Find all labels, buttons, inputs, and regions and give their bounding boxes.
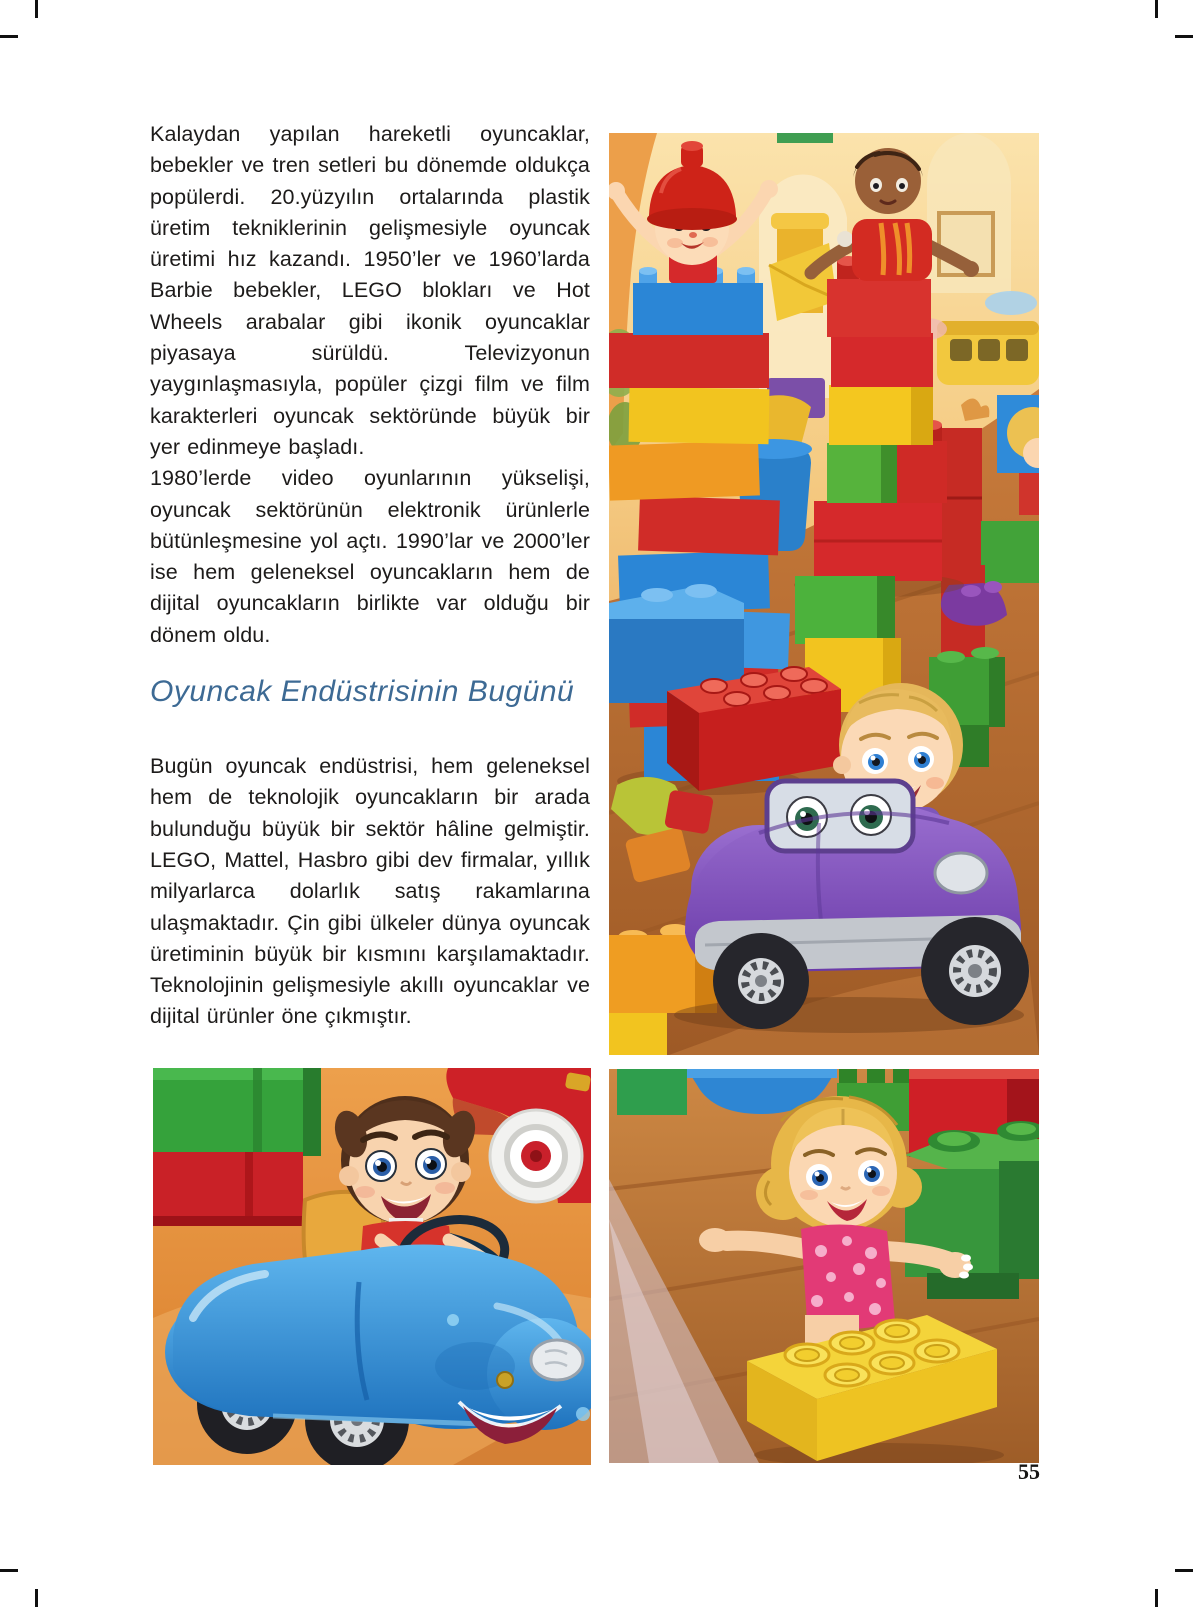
illustration-blocks-children bbox=[609, 133, 1039, 1055]
blocks-children-scene bbox=[609, 133, 1039, 1055]
headlight bbox=[531, 1340, 583, 1380]
body-paragraph-1: Kalaydan yapılan hareketli oyuncaklar, bebekler ve tren setleri bu dönemde oldukça popülerdi. 20.yüzyılın ortalarında plastik üretim tekniklerinin gelişmesiyle oyuncak üretimi hız kazandı. 1950’ler ve 1960’larda Barbie bebekler, LEGO blokları ve Hot Wheels arabalar gibi ikonik oyuncaklar piyasaya sürüldü. Televizyonun yaygınlaşmasıyla, popüler çizgi film ve film karakterleri oyuncak sektöründe büyük bir yer edinmeye başladı. bbox=[150, 122, 590, 459]
page-number: 55 bbox=[1018, 1459, 1040, 1484]
boy-blue-car-scene bbox=[153, 1068, 591, 1465]
body-paragraph-2: 1980’lerde video oyunlarının yükselişi, oyuncak sektörünün elektronik ürünlerle bütünleşmesine yol açtı. 1990’lar ve 2000’ler ise hem geleneksel oyuncakların hem de dijital oyuncakların birlikte var olduğu bir dönem oldu. bbox=[150, 466, 590, 647]
crop-mark-top-left-h bbox=[0, 35, 18, 38]
section-heading: Oyuncak Endüstrisinin Bugünü bbox=[150, 675, 575, 709]
crop-mark-bottom-right-v bbox=[1155, 1589, 1158, 1607]
crop-mark-bottom-right-h bbox=[1175, 1569, 1193, 1572]
car-wheel-rear bbox=[713, 933, 809, 1029]
green-brick bbox=[153, 1068, 321, 1156]
crop-mark-bottom-left-v bbox=[35, 1589, 38, 1607]
crop-mark-top-right-v bbox=[1155, 0, 1158, 18]
illustration-boy-blue-car bbox=[153, 1068, 591, 1465]
crop-mark-bottom-left-h bbox=[0, 1569, 18, 1572]
girl-yellow-brick-scene bbox=[609, 1069, 1039, 1463]
body-paragraph-3: Bugün oyuncak endüstrisi, hem geleneksel hem de teknolojik oyuncakların bir arada bulunduğu büyük bir sektör hâline gelmiştir. LEGO, Mattel, Hasbro gibi dev firmalar, yıllık milyarlarca dolarlık satış rakamlarına ulaşmaktadır. Çin gibi ülkeler dünya oyuncak üretiminin büyük bir kısmını karşılamaktadır. Teknolojinin gelişmesiyle akıllı oyuncaklar ve dijital ürünler öne çıkmıştır. bbox=[150, 754, 590, 1029]
crop-mark-top-right-h bbox=[1175, 35, 1193, 38]
crop-mark-top-left-v bbox=[35, 0, 38, 18]
red-brick bbox=[153, 1152, 303, 1226]
article-text-column bbox=[150, 119, 590, 1033]
big-green-brick bbox=[905, 1121, 1039, 1299]
hood-badge bbox=[497, 1372, 513, 1388]
blue-car bbox=[165, 1244, 591, 1465]
car-wheel-front bbox=[921, 917, 1029, 1025]
illustration-girl-yellow-brick bbox=[609, 1069, 1039, 1463]
